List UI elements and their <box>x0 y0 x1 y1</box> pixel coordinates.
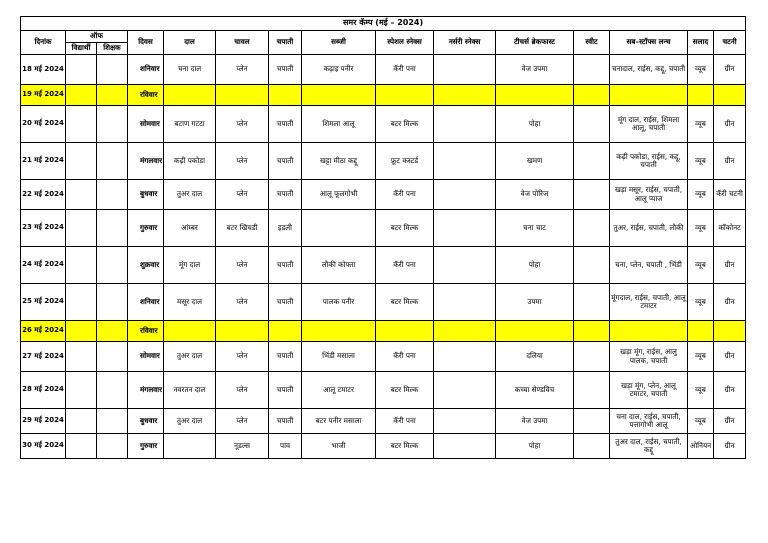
cell-rice <box>216 85 269 106</box>
cell-dal: तुअर दाल <box>164 342 216 372</box>
cell-rice: बटर खिचडी <box>216 210 269 247</box>
cell-off-students <box>66 409 97 434</box>
cell-chutney: ग्रीन <box>714 284 746 321</box>
cell-chapati <box>269 85 302 106</box>
cell-sweet <box>574 372 610 409</box>
cell-chapati: चपाती <box>269 143 302 180</box>
cell-teachers-breakfast: कच्चा सेण्डविच <box>496 372 574 409</box>
cell-chapati: चपाती <box>269 180 302 210</box>
cell-salad: व्यूब <box>688 180 714 210</box>
cell-chapati <box>269 321 302 342</box>
cell-nursery-snacks <box>434 434 496 459</box>
cell-off-teachers <box>97 434 128 459</box>
cell-date: 20 मई 2024 <box>21 106 66 143</box>
cell-off-teachers <box>97 85 128 106</box>
header-off-teachers: शिक्षक <box>97 43 128 55</box>
cell-salad: व्यूब <box>688 143 714 180</box>
cell-off-students <box>66 434 97 459</box>
cell-date: 24 मई 2024 <box>21 247 66 284</box>
cell-off-students <box>66 284 97 321</box>
table-row <box>21 106 746 143</box>
menu-table <box>20 16 746 459</box>
cell-sabji: आलू फूलगोभी <box>302 180 376 210</box>
cell-chapati: चपाती <box>269 106 302 143</box>
header-nursery-snacks: नर्सरी स्नेक्स <box>434 31 496 55</box>
header-chutney: चटनी <box>714 31 746 55</box>
table-row <box>21 180 746 210</box>
cell-date: 18 मई 2024 <box>21 55 66 85</box>
cell-sub-staff-lunch <box>610 85 688 106</box>
cell-off-students <box>66 85 97 106</box>
cell-date: 26 मई 2024 <box>21 321 66 342</box>
cell-sweet <box>574 85 610 106</box>
cell-sweet <box>574 409 610 434</box>
cell-date: 25 मई 2024 <box>21 284 66 321</box>
cell-sabji: लौकी कोफ्ता <box>302 247 376 284</box>
cell-off-students <box>66 106 97 143</box>
header-date: दिनांक <box>21 31 66 55</box>
cell-sabji: भिंडी मसाला <box>302 342 376 372</box>
cell-special-snacks: फ्रूट कस्टर्ड <box>376 143 434 180</box>
cell-day: मंगलवार <box>128 143 164 180</box>
cell-nursery-snacks <box>434 409 496 434</box>
cell-nursery-snacks <box>434 55 496 85</box>
cell-sweet <box>574 247 610 284</box>
cell-dal: मूंग दाल <box>164 247 216 284</box>
cell-sub-staff-lunch: तुअर, राईस, चपाती, लौकी <box>610 210 688 247</box>
table-row <box>21 55 746 85</box>
cell-day: मंगलवार <box>128 372 164 409</box>
cell-dal: बटाण गटटा <box>164 106 216 143</box>
cell-sub-staff-lunch: चना, प्लेन, चपाती , भिंडी <box>610 247 688 284</box>
table-row <box>21 210 746 247</box>
table-row <box>21 342 746 372</box>
cell-off-students <box>66 342 97 372</box>
cell-salad: व्यूब <box>688 55 714 85</box>
cell-rice <box>216 321 269 342</box>
cell-sweet <box>574 106 610 143</box>
cell-sweet <box>574 321 610 342</box>
cell-off-teachers <box>97 247 128 284</box>
cell-sabji: भाजी <box>302 434 376 459</box>
cell-sub-staff-lunch: मूंग दाल, राईस, शिमला आलू, चपाती <box>610 106 688 143</box>
cell-off-students <box>66 180 97 210</box>
cell-chapati: चपाती <box>269 342 302 372</box>
cell-dal: तुअर दाल <box>164 409 216 434</box>
table-row <box>21 143 746 180</box>
cell-rice: नूडल्स <box>216 434 269 459</box>
header-salad: सलाद <box>688 31 714 55</box>
cell-sweet <box>574 434 610 459</box>
cell-sabji: खट्टा मीठा कद्दू <box>302 143 376 180</box>
cell-special-snacks: कॅरी पना <box>376 342 434 372</box>
cell-nursery-snacks <box>434 210 496 247</box>
cell-special-snacks: बटर मिल्क <box>376 106 434 143</box>
cell-dal: कढ़ी पकोडा <box>164 143 216 180</box>
cell-chapati: चपाती <box>269 284 302 321</box>
cell-sweet <box>574 342 610 372</box>
cell-off-teachers <box>97 372 128 409</box>
cell-chutney: ग्रीन <box>714 143 746 180</box>
cell-teachers-breakfast <box>496 85 574 106</box>
cell-special-snacks: बटर मिल्क <box>376 372 434 409</box>
cell-sub-staff-lunch: मूंगदाल, राईस, चपाती, आलू टमाटर <box>610 284 688 321</box>
cell-day: रविवार <box>128 321 164 342</box>
cell-day: गुरुवार <box>128 210 164 247</box>
cell-off-teachers <box>97 321 128 342</box>
cell-off-teachers <box>97 342 128 372</box>
cell-off-teachers <box>97 106 128 143</box>
table-row <box>21 247 746 284</box>
cell-sweet <box>574 143 610 180</box>
cell-off-teachers <box>97 180 128 210</box>
cell-rice: प्लेन <box>216 55 269 85</box>
header-off: ऑफ <box>66 31 128 43</box>
cell-day: शुक्रवार <box>128 247 164 284</box>
cell-sweet <box>574 210 610 247</box>
cell-date: 30 मई 2024 <box>21 434 66 459</box>
header-chapati: चपाती <box>269 31 302 55</box>
cell-nursery-snacks <box>434 372 496 409</box>
cell-off-teachers <box>97 210 128 247</box>
table-row <box>21 434 746 459</box>
cell-sabji: शिमला आलू <box>302 106 376 143</box>
header-row <box>21 31 746 43</box>
cell-off-teachers <box>97 55 128 85</box>
cell-sub-staff-lunch: खड़ा मूंग, राईस, आलु पालक, चपाती <box>610 342 688 372</box>
cell-sub-staff-lunch: खड़ा मूंग, प्लेन, आलू टमाटर, चपाती <box>610 372 688 409</box>
cell-day: बुधवार <box>128 180 164 210</box>
cell-chapati: इडली <box>269 210 302 247</box>
header-sweet: स्वीट <box>574 31 610 55</box>
cell-off-students <box>66 143 97 180</box>
cell-date: 19 मई 2024 <box>21 85 66 106</box>
cell-off-students <box>66 210 97 247</box>
cell-day: शनिवार <box>128 284 164 321</box>
cell-sub-staff-lunch <box>610 321 688 342</box>
cell-nursery-snacks <box>434 143 496 180</box>
cell-sub-staff-lunch: चनादाल, राईस, कद्दू, चपाती <box>610 55 688 85</box>
header-sub-staff-lunch: सब–स्टॉफ्स लन्च <box>610 31 688 55</box>
cell-teachers-breakfast <box>496 321 574 342</box>
cell-date: 21 मई 2024 <box>21 143 66 180</box>
cell-special-snacks <box>376 321 434 342</box>
cell-dal: चना दाल <box>164 55 216 85</box>
cell-special-snacks: बटर मिल्क <box>376 284 434 321</box>
cell-special-snacks <box>376 85 434 106</box>
cell-rice: प्लेन <box>216 106 269 143</box>
cell-chutney: ग्रीन <box>714 434 746 459</box>
cell-nursery-snacks <box>434 247 496 284</box>
cell-sabji <box>302 321 376 342</box>
cell-day: रविवार <box>128 85 164 106</box>
cell-off-students <box>66 372 97 409</box>
cell-sub-staff-lunch: चना दाल, राईस, चपाती, पत्तागोभी आलू <box>610 409 688 434</box>
cell-chapati: चपाती <box>269 409 302 434</box>
table-row <box>21 409 746 434</box>
header-dal: दाल <box>164 31 216 55</box>
cell-salad <box>688 321 714 342</box>
cell-chutney <box>714 85 746 106</box>
cell-rice: प्लेन <box>216 284 269 321</box>
cell-day: बुधवार <box>128 409 164 434</box>
cell-day: गुरुवार <box>128 434 164 459</box>
cell-rice: प्लेन <box>216 143 269 180</box>
cell-special-snacks: कॅरी पना <box>376 247 434 284</box>
cell-salad: व्यूब <box>688 284 714 321</box>
cell-nursery-snacks <box>434 284 496 321</box>
cell-date: 22 मई 2024 <box>21 180 66 210</box>
cell-sub-staff-lunch: खड़ा मसूर, राईस, चपाती, आलू प्याज <box>610 180 688 210</box>
cell-teachers-breakfast: चना चाट <box>496 210 574 247</box>
cell-sabji: बटर पनीर मसाला <box>302 409 376 434</box>
header-special-snacks: स्पेशल स्नेक्स <box>376 31 434 55</box>
cell-chutney: ग्रीन <box>714 247 746 284</box>
cell-date: 23 मई 2024 <box>21 210 66 247</box>
cell-chutney: ग्रीन <box>714 372 746 409</box>
cell-dal: मसूर दाल <box>164 284 216 321</box>
cell-sabji: पालक पनीर <box>302 284 376 321</box>
cell-sabji <box>302 85 376 106</box>
cell-off-students <box>66 321 97 342</box>
cell-dal: आंम्बर <box>164 210 216 247</box>
header-sabji: सब्जी <box>302 31 376 55</box>
cell-off-students <box>66 55 97 85</box>
cell-off-students <box>66 247 97 284</box>
cell-teachers-breakfast: दलिया <box>496 342 574 372</box>
cell-nursery-snacks <box>434 342 496 372</box>
cell-sabji: आलू टमाटर <box>302 372 376 409</box>
cell-special-snacks: बटर मिल्क <box>376 210 434 247</box>
cell-chutney: ग्रीन <box>714 409 746 434</box>
cell-special-snacks: कॅरी पना <box>376 180 434 210</box>
cell-rice: प्लेन <box>216 342 269 372</box>
cell-salad: व्यूब <box>688 106 714 143</box>
cell-chapati: चपाती <box>269 247 302 284</box>
cell-rice: प्लेन <box>216 372 269 409</box>
cell-teachers-breakfast: पोहा <box>496 106 574 143</box>
cell-dal <box>164 321 216 342</box>
cell-teachers-breakfast: खमण <box>496 143 574 180</box>
page-title: समर कॅम्प (मई – 2024) <box>21 17 746 31</box>
cell-teachers-breakfast: उपमा <box>496 284 574 321</box>
title-row <box>21 17 746 31</box>
cell-chapati: पाव <box>269 434 302 459</box>
cell-chapati: चपाती <box>269 372 302 409</box>
cell-teachers-breakfast: पोहा <box>496 434 574 459</box>
cell-nursery-snacks <box>434 106 496 143</box>
cell-sub-staff-lunch: कढ़ी पकोडा, राईस, कद्दू, चपाती <box>610 143 688 180</box>
cell-salad: व्यूब <box>688 210 714 247</box>
header-teachers-breakfast: टीचर्स ब्रेकफास्ट <box>496 31 574 55</box>
table-row <box>21 284 746 321</box>
cell-salad <box>688 85 714 106</box>
cell-salad: व्यूब <box>688 247 714 284</box>
cell-date: 27 मई 2024 <box>21 342 66 372</box>
cell-off-teachers <box>97 284 128 321</box>
cell-dal <box>164 434 216 459</box>
table-row <box>21 372 746 409</box>
header-off-students: विद्यार्थी <box>66 43 97 55</box>
cell-teachers-breakfast: वेज पोरिज <box>496 180 574 210</box>
cell-salad: ओनियन <box>688 434 714 459</box>
table-row <box>21 321 746 342</box>
cell-special-snacks: कॅरी पना <box>376 409 434 434</box>
cell-chutney: ग्रीन <box>714 342 746 372</box>
cell-teachers-breakfast: वेज उपमा <box>496 55 574 85</box>
cell-salad: व्यूब <box>688 372 714 409</box>
cell-nursery-snacks <box>434 85 496 106</box>
cell-sweet <box>574 55 610 85</box>
cell-chutney: ग्रीन <box>714 106 746 143</box>
cell-day: सोमवार <box>128 106 164 143</box>
cell-chutney <box>714 321 746 342</box>
cell-off-teachers <box>97 143 128 180</box>
cell-dal: नवरतन दाल <box>164 372 216 409</box>
cell-nursery-snacks <box>434 180 496 210</box>
header-rice: चावल <box>216 31 269 55</box>
cell-chutney: कॉकोनट <box>714 210 746 247</box>
cell-dal: तुअर दाल <box>164 180 216 210</box>
table-row <box>21 85 746 106</box>
cell-sweet <box>574 284 610 321</box>
cell-special-snacks: कॅरी पना <box>376 55 434 85</box>
cell-date: 29 मई 2024 <box>21 409 66 434</box>
cell-rice: प्लेन <box>216 409 269 434</box>
cell-sweet <box>574 180 610 210</box>
cell-rice: प्लेन <box>216 180 269 210</box>
cell-nursery-snacks <box>434 321 496 342</box>
cell-special-snacks: बटर मिल्क <box>376 434 434 459</box>
header-day: दिवस <box>128 31 164 55</box>
cell-chutney: कॅरी चटनी <box>714 180 746 210</box>
cell-day: सोमवार <box>128 342 164 372</box>
cell-salad: व्यूब <box>688 409 714 434</box>
cell-day: शनिवार <box>128 55 164 85</box>
cell-sabji: कढ़ाइ पनीर <box>302 55 376 85</box>
menu-sheet <box>20 16 746 459</box>
cell-salad: व्यूब <box>688 342 714 372</box>
cell-teachers-breakfast: वेज उपमा <box>496 409 574 434</box>
cell-chutney: ग्रीन <box>714 55 746 85</box>
cell-off-teachers <box>97 409 128 434</box>
cell-sabji <box>302 210 376 247</box>
cell-date: 28 मई 2024 <box>21 372 66 409</box>
cell-chapati: चपाती <box>269 55 302 85</box>
cell-sub-staff-lunch: तुअर दाल, राईस, चपाती, कद्दू <box>610 434 688 459</box>
cell-rice: प्लेन <box>216 247 269 284</box>
cell-teachers-breakfast: पोहा <box>496 247 574 284</box>
cell-dal <box>164 85 216 106</box>
